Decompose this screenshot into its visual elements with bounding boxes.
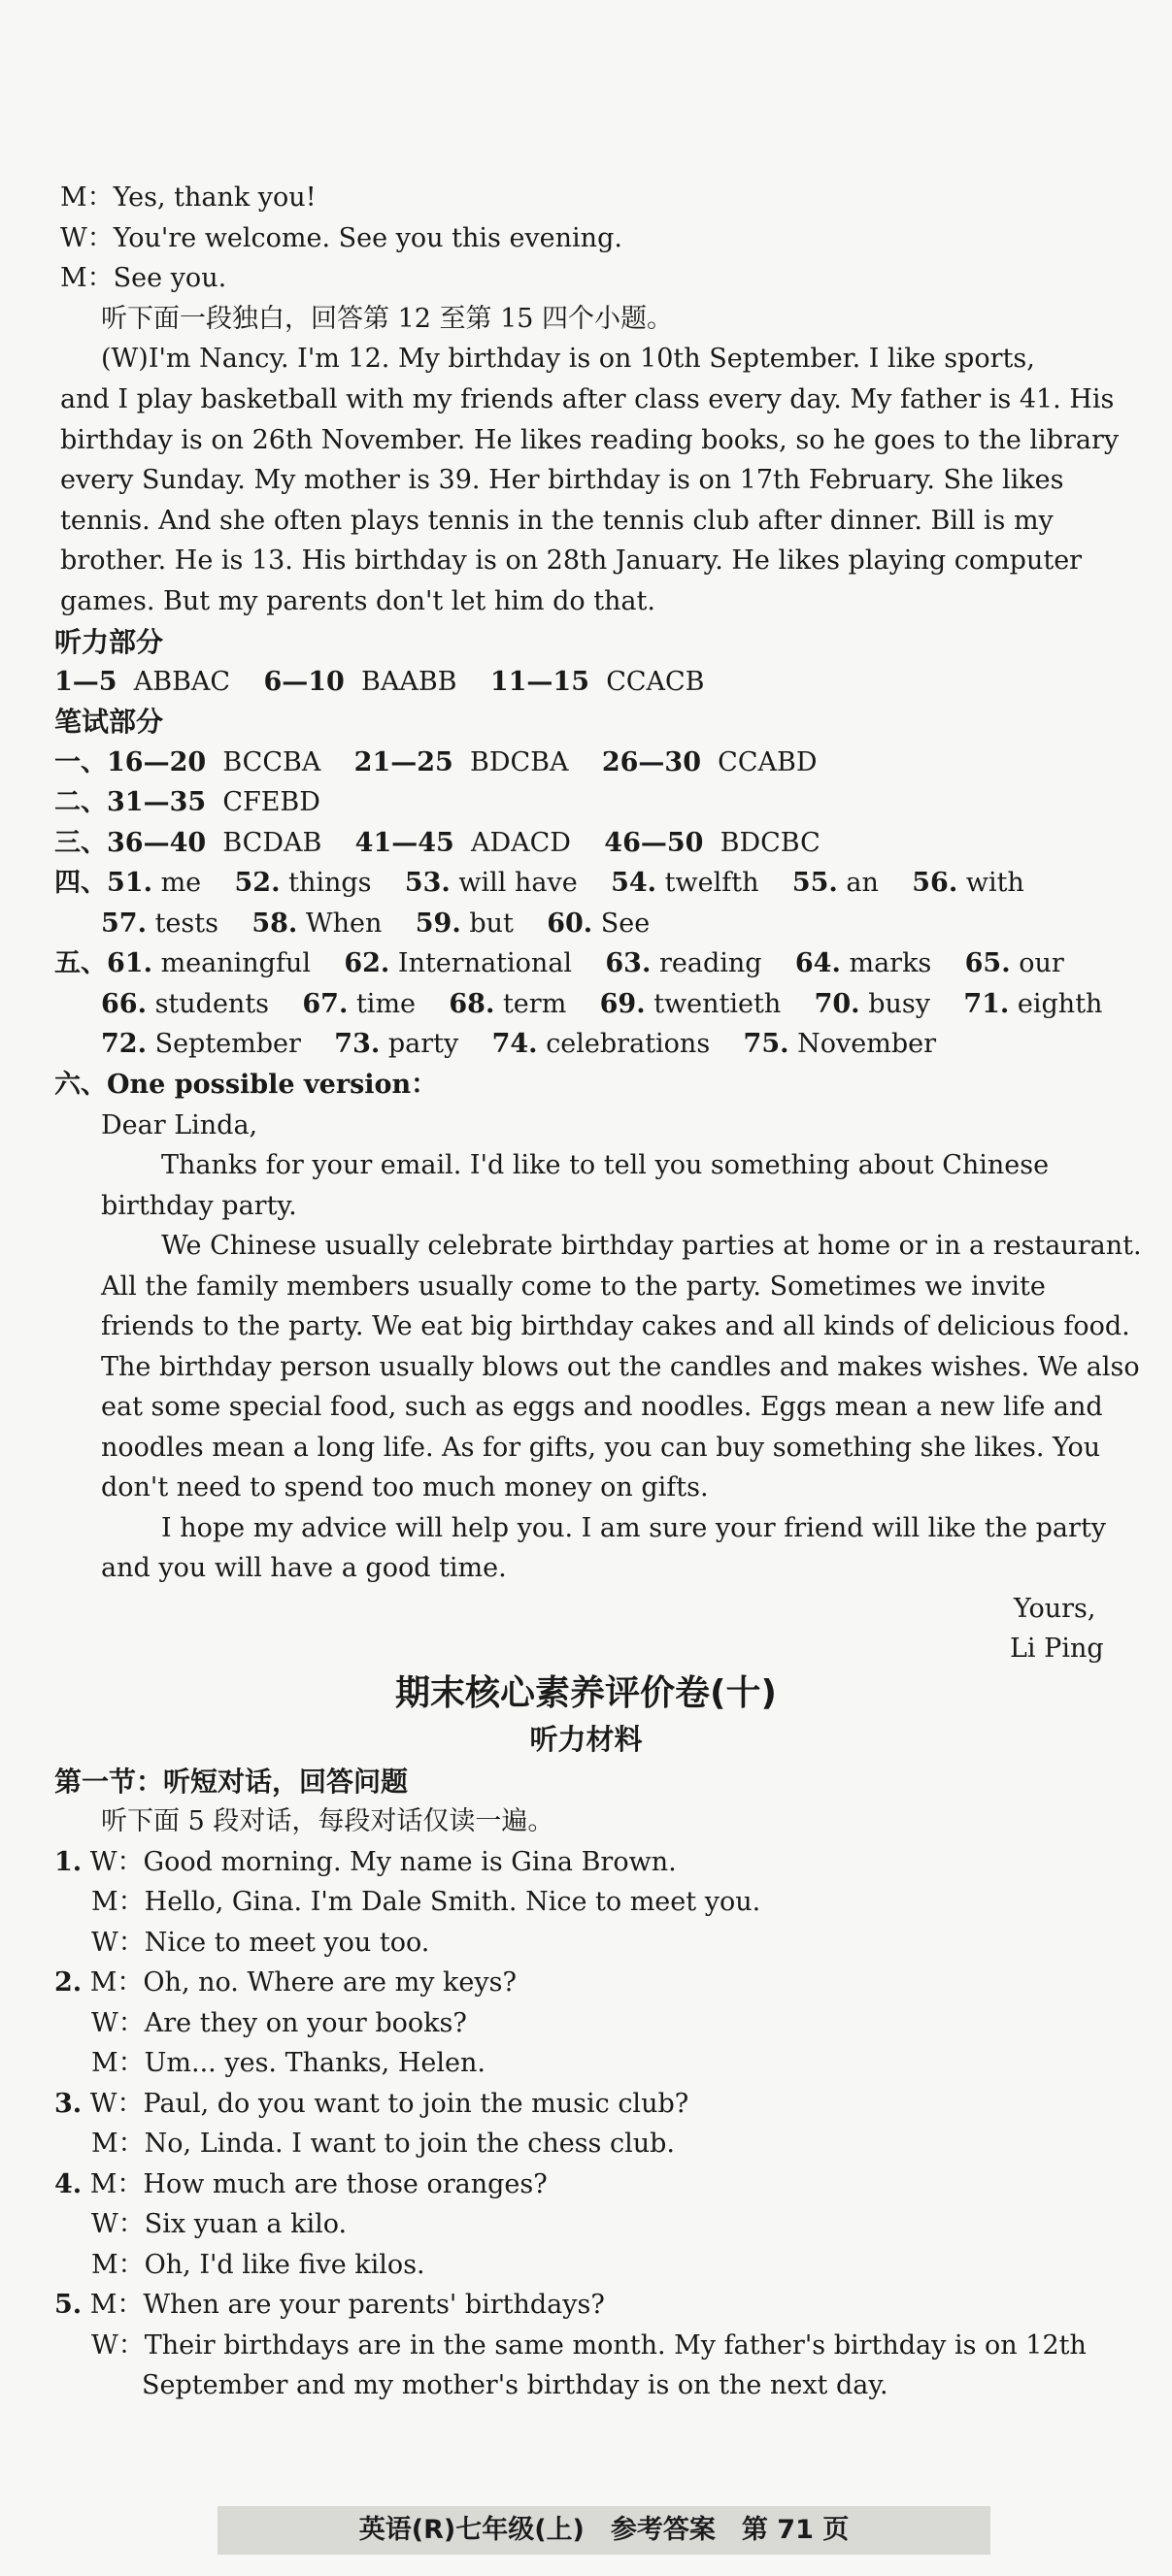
letter-line: All the family members usually come to the party. Sometimes we invite — [101, 1271, 1046, 1302]
dialogue-line: September and my mother's birthday is on the next day. — [142, 2370, 888, 2400]
letter-line: birthday party. — [101, 1191, 297, 1221]
dialogue-line: M：See you. — [60, 263, 227, 293]
dialogue-line: W：Six yuan a kilo. — [91, 2209, 348, 2239]
monologue-intro: 听下面一段独白，回答第 12 至第 15 四个小题。 — [101, 304, 674, 334]
letter-line: don't need to spend too much money on gifts. — [101, 1472, 709, 1503]
part6-heading: 六、One possible version： — [54, 1070, 438, 1100]
section1-intro: 听下面 5 段对话，每段对话仅读一遍。 — [101, 1806, 554, 1836]
dialogue-line: W：Are they on your books? — [91, 2008, 467, 2038]
written-heading: 笔试部分 — [54, 706, 164, 738]
dialogue-line: W：You're welcome. See you this evening. — [60, 223, 622, 253]
letter-line: We Chinese usually celebrate birthday parties at home or in a restaurant. — [161, 1231, 1142, 1261]
letter-line: and you will have a good time. — [101, 1553, 507, 1583]
part4-answers-row: 57. tests 58. When 59. but 60. See — [101, 908, 651, 939]
dialogue-item: 4. M：How much are those oranges? — [54, 2169, 548, 2199]
monologue-line: games. But my parents don't let him do that. — [60, 586, 655, 616]
part2-answers: 二、31—35 CFEBD — [54, 787, 320, 817]
part5-answers-row: 五、61. meaningful 62. International 63. reading 64. marks 65. our — [54, 948, 1064, 978]
dialogue-line: M：Yes, thank you! — [60, 182, 317, 213]
part5-answers-row: 72. September 73. party 74. celebrations 75. November — [101, 1029, 936, 1059]
dialogue-item: 2. M：Oh, no. Where are my keys? — [54, 1967, 517, 1998]
dialogue-line: M：No, Linda. I want to join the chess club. — [91, 2129, 675, 2159]
exam-subtitle: 听力材料 — [529, 1723, 643, 1756]
monologue-line: (W)I'm Nancy. I'm 12. My birthday is on 10th September. I like sports, — [101, 344, 1035, 374]
letter-line: The birthday person usually blows out the candles and makes wishes. We also — [101, 1352, 1140, 1382]
monologue-line: brother. He is 13. His birthday is on 28th January. He likes playing computer — [60, 545, 1083, 576]
dialogue-item: 1. W：Good morning. My name is Gina Brown. — [54, 1847, 677, 1877]
letter-line: eat some special food, such as eggs and noodles. Eggs mean a new life and — [101, 1392, 1103, 1422]
dialogue-line: M：Oh, I'd like five kilos. — [91, 2250, 425, 2280]
letter-signature: Li Ping — [1010, 1634, 1104, 1664]
part3-answers: 三、36—40 BCDAB 41—45 ADACD 46—50 BDCBC — [54, 828, 820, 858]
dialogue-item: 3. W：Paul, do you want to join the music club? — [54, 2089, 689, 2119]
page-footer: 英语(R)七年级(上) 参考答案 第 71 页 — [218, 2506, 990, 2555]
part1-answers: 一、16—20 BCCBA 21—25 BDCBA 26—30 CCABD — [54, 747, 818, 777]
dialogue-line: W：Their birthdays are in the same month. My father's birthday is on 12th — [91, 2330, 1087, 2361]
letter-line: noodles mean a long life. As for gifts, you can buy something she likes. You — [101, 1433, 1101, 1463]
monologue-line: and I play basketball with my friends after class every day. My father is 41. His — [60, 384, 1115, 414]
letter-closing: Yours, — [1014, 1594, 1096, 1624]
letter-line: I hope my advice will help you. I am sure your friend will like the party — [161, 1513, 1107, 1543]
part5-answers-row: 66. students 67. time 68. term 69. twentieth 70. busy 71. eighth — [101, 989, 1103, 1019]
letter-line: Thanks for your email. I'd like to tell you something about Chinese — [161, 1150, 1050, 1180]
letter-greeting: Dear Linda, — [101, 1110, 258, 1140]
dialogue-line: W：Nice to meet you too. — [91, 1928, 430, 1958]
monologue-line: every Sunday. My mother is 39. Her birthday is on 17th February. She likes — [60, 465, 1064, 495]
part4-answers-row: 四、51. me 52. things 53. will have 54. twelfth 55. an 56. with — [54, 868, 1024, 898]
dialogue-item: 5. M：When are your parents' birthdays? — [54, 2290, 605, 2320]
exam-title: 期末核心素养评价卷(十) — [395, 1673, 777, 1713]
dialogue-line: M：Hello, Gina. I'm Dale Smith. Nice to meet you. — [91, 1887, 761, 1917]
listening-heading: 听力部分 — [54, 626, 164, 658]
listening-answers: 1—5 ABBAC 6—10 BAABB 11—15 CCACB — [54, 667, 705, 697]
letter-line: friends to the party. We eat big birthday cakes and all kinds of delicious food. — [101, 1311, 1130, 1341]
dialogue-line: M：Um... yes. Thanks, Helen. — [91, 2048, 486, 2078]
section1-heading: 第一节：听短对话，回答问题 — [54, 1766, 409, 1798]
monologue-line: tennis. And she often plays tennis in the tennis club after dinner. Bill is my — [60, 506, 1054, 536]
monologue-line: birthday is on 26th November. He likes reading books, so he goes to the library — [60, 425, 1120, 455]
